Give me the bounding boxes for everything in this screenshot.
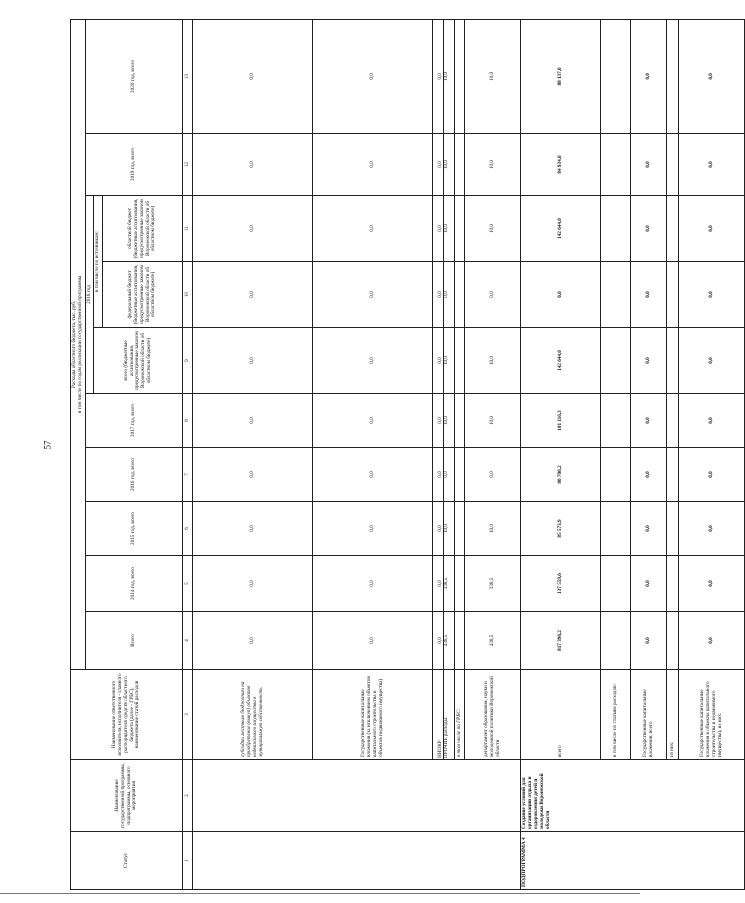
col-index: 13 bbox=[183, 19, 193, 133]
value-cell: 0,0 bbox=[679, 556, 745, 612]
value-cell: 0,0 bbox=[313, 556, 433, 612]
value-cell: 0,0 bbox=[313, 134, 433, 196]
value-top: 0,0 bbox=[438, 262, 444, 327]
empty-cell bbox=[667, 502, 679, 556]
col-index: 12 bbox=[183, 134, 193, 196]
value-cell: 0,0 bbox=[679, 262, 745, 328]
value-cell: 88 137,0 bbox=[521, 19, 601, 133]
empty-cell bbox=[667, 196, 679, 262]
value-cell: 0,0 bbox=[631, 328, 667, 394]
value-cell: 0,0 bbox=[631, 134, 667, 196]
value-cell: 101 116,3 bbox=[521, 394, 601, 448]
row-label: Государственные капитальные вложения (за исключением объектов капитального строительства и объектов недвижимого имущества) bbox=[313, 670, 433, 760]
row-label: в том числе по ГРБС: bbox=[455, 670, 465, 760]
empty-cell bbox=[667, 134, 679, 196]
value-cell: 0,0 bbox=[679, 394, 745, 448]
value-cell: 0,0 bbox=[193, 502, 313, 556]
value-top: 0,0 bbox=[438, 328, 444, 393]
value-cell: 0,0 bbox=[631, 394, 667, 448]
header-2018-total: всего (бюджетные ассигнования, предусмотренные законом Воронежской области об областном бюджете) bbox=[94, 328, 183, 394]
empty-cell bbox=[455, 196, 465, 262]
value-cell: 0,0 bbox=[465, 262, 521, 328]
empty-cell bbox=[455, 448, 465, 502]
value-cell: 10,0 bbox=[465, 328, 521, 394]
value-bottom: 10,0 bbox=[443, 415, 450, 426]
rotated-table-stage bbox=[70, 20, 723, 890]
header-2020: 2020 год, всего bbox=[85, 19, 183, 133]
value-cell: 0,0 bbox=[679, 612, 745, 670]
col-index: 4 bbox=[183, 612, 193, 670]
status-subprogram: ПОДПРОГРАММА 4 bbox=[521, 832, 745, 890]
value-cell: 142 644,0 bbox=[521, 196, 601, 262]
empty-cell bbox=[601, 19, 631, 133]
value-cell: 817 396,2 bbox=[521, 612, 601, 670]
empty-cell bbox=[667, 448, 679, 502]
value-cell: 0,0 bbox=[313, 262, 433, 328]
value-cell-split bbox=[433, 262, 455, 328]
value-bottom: 10,0 bbox=[443, 223, 450, 234]
value-cell: 0,0 bbox=[631, 196, 667, 262]
value-cell: 10,0 bbox=[465, 502, 521, 556]
program-cell-empty bbox=[193, 760, 521, 832]
empty-cell bbox=[455, 19, 465, 133]
value-cell: 0,0 bbox=[631, 448, 667, 502]
value-cell: 0,0 bbox=[631, 262, 667, 328]
row-label: из них: bbox=[667, 670, 679, 760]
value-cell-split bbox=[433, 612, 455, 670]
value-cell: 0,0 bbox=[679, 328, 745, 394]
row-label: всего bbox=[521, 670, 601, 760]
table-row bbox=[679, 19, 745, 889]
empty-cell bbox=[601, 448, 631, 502]
empty-cell bbox=[667, 612, 679, 670]
value-cell: 142 644,0 bbox=[521, 328, 601, 394]
value-cell-split bbox=[433, 502, 455, 556]
value-cell: 0,0 bbox=[679, 196, 745, 262]
col-index: 11 bbox=[183, 196, 193, 262]
table-row bbox=[601, 19, 631, 889]
value-cell: 0,0 bbox=[465, 448, 521, 502]
row-label: Государственные капитальные вложения в объекты капитального строительства и недвижимого имущества), из них: bbox=[679, 670, 745, 760]
empty-cell bbox=[455, 556, 465, 612]
header-status: Статус bbox=[71, 832, 183, 890]
value-cell-split bbox=[433, 328, 455, 394]
header-expenses-group: Расходы областного бюджета, тыс. руб. bbox=[71, 300, 77, 388]
header-2015: 2015 год, всего bbox=[85, 502, 183, 556]
col-index: 8 bbox=[183, 394, 193, 448]
empty-cell bbox=[455, 134, 465, 196]
value-bottom: 438,5 bbox=[443, 634, 450, 647]
empty-cell bbox=[601, 394, 631, 448]
value-bottom: 10,0 bbox=[443, 523, 450, 534]
empty-cell bbox=[601, 134, 631, 196]
row-label: в том числе по статьям расходов: bbox=[601, 670, 631, 760]
value-cell: 0,0 bbox=[313, 394, 433, 448]
row-label: департамент образования, науки и молодежной политики Воронежской области bbox=[465, 670, 521, 760]
row-label-other: ПРОЧИЕ расходы bbox=[443, 718, 450, 758]
header-responsible: Наименование ответственного исполнителя, исполнителя - главного распорядителя средств областного бюджета (далее - ГРБС), наименование статей расходов bbox=[71, 670, 183, 760]
value-cell: 0,0 bbox=[313, 612, 433, 670]
empty-cell bbox=[601, 612, 631, 670]
status-cell-empty bbox=[193, 832, 521, 890]
value-cell: 10,0 bbox=[465, 19, 521, 133]
value-cell: 0,0 bbox=[679, 448, 745, 502]
table-row bbox=[313, 19, 433, 889]
table-row bbox=[433, 19, 455, 889]
header-expenses-subgroup: в том числе по годам реализации государственной программы bbox=[76, 275, 83, 414]
column-index-row bbox=[183, 19, 193, 889]
table-row bbox=[455, 19, 465, 889]
value-cell: 0,0 bbox=[193, 556, 313, 612]
value-cell: 0,0 bbox=[631, 612, 667, 670]
value-cell: 0,0 bbox=[193, 134, 313, 196]
value-cell: 10,0 bbox=[465, 196, 521, 262]
value-cell: 0,0 bbox=[193, 394, 313, 448]
value-bottom: 0,0 bbox=[443, 291, 450, 298]
header-regional: областной бюджет (бюджетные ассигнования, предусмотренные законом Воронежской области об областном бюджете) bbox=[103, 196, 183, 262]
header-total: Всего bbox=[85, 612, 183, 670]
empty-cell bbox=[667, 394, 679, 448]
empty-cell bbox=[667, 262, 679, 328]
col-index: 9 bbox=[183, 328, 193, 394]
value-bottom: 10,0 bbox=[443, 159, 450, 170]
value-cell-split bbox=[433, 448, 455, 502]
value-cell: 10,0 bbox=[465, 134, 521, 196]
value-top: 0,0 bbox=[438, 448, 444, 501]
empty-cell bbox=[601, 262, 631, 328]
value-cell: 0,0 bbox=[193, 262, 313, 328]
value-cell: 0,0 bbox=[313, 328, 433, 394]
value-cell: 80 700,2 bbox=[521, 448, 601, 502]
header-2016: 2016 год, всего bbox=[85, 448, 183, 502]
value-bottom: 10,0 bbox=[443, 355, 450, 366]
col-index: 1 bbox=[183, 832, 193, 890]
value-cell: 438,5 bbox=[465, 612, 521, 670]
value-cell: 0,0 bbox=[313, 448, 433, 502]
col-index: 2 bbox=[183, 760, 193, 832]
empty-cell bbox=[667, 556, 679, 612]
value-cell-split bbox=[433, 19, 455, 133]
table-row bbox=[631, 19, 667, 889]
budget-table bbox=[70, 19, 745, 890]
page-number: 57 bbox=[42, 440, 53, 450]
value-cell: 137 559,6 bbox=[521, 556, 601, 612]
col-index: 3 bbox=[183, 670, 193, 760]
empty-cell bbox=[455, 612, 465, 670]
header-by-source: в том числе по источникам: bbox=[94, 196, 103, 328]
value-cell: 0,0 bbox=[313, 196, 433, 262]
value-cell: 0,0 bbox=[313, 502, 433, 556]
value-cell-split bbox=[433, 394, 455, 448]
empty-cell bbox=[601, 502, 631, 556]
value-bottom: 10,0 bbox=[443, 71, 450, 81]
col-index: 7 bbox=[183, 448, 193, 502]
value-cell: 0,0 bbox=[679, 19, 745, 133]
empty-cell bbox=[601, 328, 631, 394]
header-2014: 2014 год, всего bbox=[85, 556, 183, 612]
value-cell: 0,0 bbox=[631, 502, 667, 556]
value-cell: 0,0 bbox=[193, 19, 313, 133]
row-label-niokr: НИОКР bbox=[438, 670, 444, 759]
value-cell: 0,0 bbox=[679, 134, 745, 196]
col-index: 6 bbox=[183, 502, 193, 556]
row-label-split bbox=[433, 670, 455, 760]
table-row bbox=[465, 19, 521, 889]
value-top: 0,0 bbox=[438, 556, 444, 611]
value-cell: 0,0 bbox=[631, 19, 667, 133]
empty-cell bbox=[455, 262, 465, 328]
value-top: 0,0 bbox=[438, 196, 444, 261]
empty-cell bbox=[667, 328, 679, 394]
header-2017: 2017 год, всего bbox=[85, 394, 183, 448]
row-label: Государственные капитальные вложения, всего bbox=[631, 670, 667, 760]
value-top: 0,0 bbox=[438, 134, 444, 195]
col-index: 10 bbox=[183, 262, 193, 328]
value-bottom: 338,5 bbox=[443, 577, 450, 590]
header-2019: 2019 год, всего bbox=[85, 134, 183, 196]
header-federal: федеральный бюджет (бюджетные ассигнования, предусмотренные законом Воронежской области об областном бюджете) bbox=[103, 262, 183, 328]
value-top: 0,0 bbox=[438, 612, 444, 669]
empty-cell bbox=[455, 328, 465, 394]
value-cell: 0,0 bbox=[313, 19, 433, 133]
value-cell: 0,0 bbox=[679, 502, 745, 556]
row-label: субсидии местным бюджетам на приобретение (выкуп) объектов недвижимого имущества в муниципальную собственность bbox=[193, 670, 313, 760]
value-cell-split bbox=[433, 196, 455, 262]
empty-cell bbox=[601, 196, 631, 262]
value-bottom: 0,0 bbox=[443, 471, 450, 478]
value-cell: 10,0 bbox=[465, 394, 521, 448]
value-cell: 85 573,9 bbox=[521, 502, 601, 556]
col-index: 5 bbox=[183, 556, 193, 612]
table-row bbox=[667, 19, 679, 889]
header-expenses bbox=[71, 19, 86, 669]
empty-cell bbox=[667, 19, 679, 133]
empty-cell bbox=[601, 556, 631, 612]
subprogram-name: Создание условий для организации отдыха и оздоровления детей и молодежи Воронежской области bbox=[521, 760, 745, 832]
value-cell: 0,0 bbox=[521, 262, 601, 328]
value-cell: 0,0 bbox=[193, 612, 313, 670]
value-cell: 0,0 bbox=[193, 448, 313, 502]
header-program-name: Наименование государственной программы, подпрограммы, основного мероприятия bbox=[71, 760, 183, 832]
value-cell: 0,0 bbox=[631, 556, 667, 612]
value-top: 0,0 bbox=[438, 502, 444, 555]
value-top: 0,0 bbox=[438, 394, 444, 447]
value-cell: 84 934,0 bbox=[521, 134, 601, 196]
value-cell-split bbox=[433, 556, 455, 612]
table-row bbox=[521, 19, 601, 889]
empty-cell bbox=[455, 502, 465, 556]
empty-cell bbox=[455, 394, 465, 448]
value-cell: 338,5 bbox=[465, 556, 521, 612]
header-2018: 2018 год bbox=[85, 196, 94, 394]
value-top: 0,0 bbox=[438, 20, 444, 133]
value-cell: 0,0 bbox=[193, 328, 313, 394]
table-row bbox=[193, 19, 313, 889]
value-cell: 0,0 bbox=[193, 196, 313, 262]
page-bottom-rule bbox=[0, 893, 640, 894]
value-cell-split bbox=[433, 134, 455, 196]
